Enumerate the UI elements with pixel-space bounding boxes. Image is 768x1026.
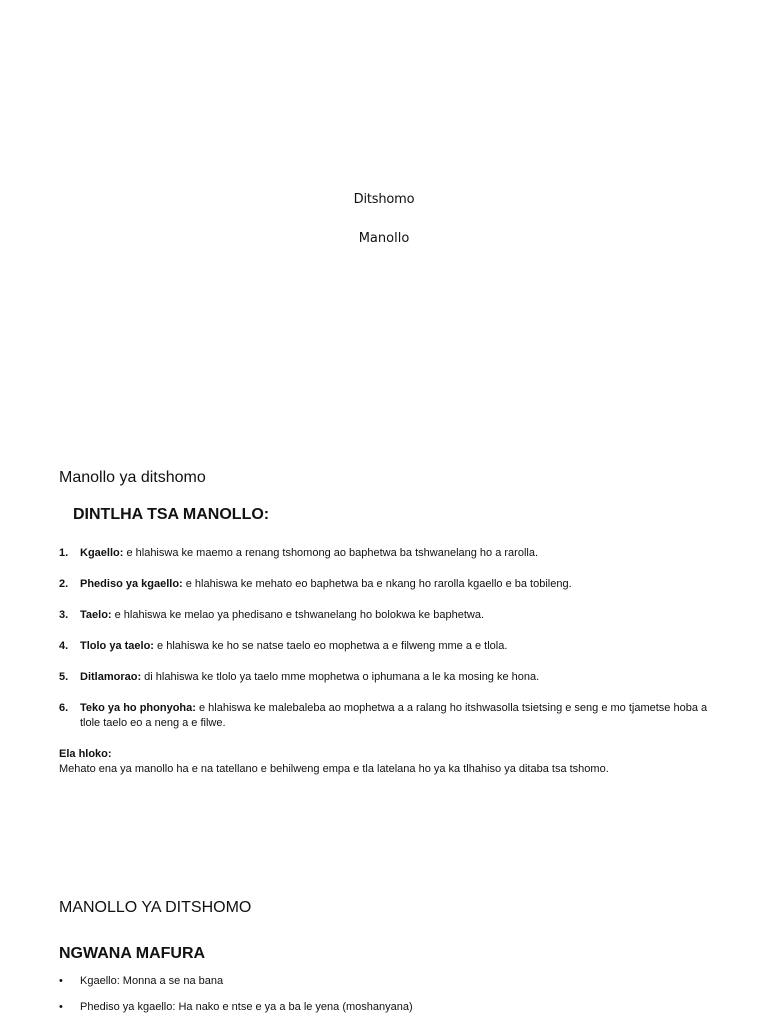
list-term: Phediso ya kgaello: bbox=[80, 578, 183, 590]
section-heading-manollo-ditshomo: MANOLLO YA DITSHOMO bbox=[59, 899, 252, 916]
list-item bbox=[59, 701, 719, 731]
page-subtitle: Manollo bbox=[358, 231, 410, 246]
section-heading-manollo: Manollo ya ditshomo bbox=[59, 469, 206, 486]
list-term: Taelo: bbox=[80, 609, 112, 621]
list-item bbox=[59, 577, 719, 592]
note-text: Mehato ena ya manollo ha e na tatellano e behilweng empa e tla latelana ho ya ka tlhahiso ya ditaba tsa tshomo. bbox=[59, 763, 609, 775]
note-label: Ela hloko: bbox=[59, 748, 112, 760]
list-number: 2. bbox=[59, 578, 69, 590]
note-block bbox=[59, 747, 719, 777]
list-text: di hlahiswa ke tlolo ya taelo mme mophetwa o iphumana a le ka mosing ke hona. bbox=[141, 671, 540, 683]
subheading-ngwana-mafura: NGWANA MAFURA bbox=[59, 945, 206, 962]
list-number: 4. bbox=[59, 640, 69, 652]
list-text: e hlahiswa ke maemo a renang tshomong ao baphetwa ba tshwanelang ho a rarolla. bbox=[123, 547, 539, 559]
list-term: Kgaello: bbox=[80, 547, 124, 559]
list-item bbox=[59, 1000, 719, 1015]
bullet-icon: • bbox=[59, 975, 63, 987]
list-number: 3. bbox=[59, 609, 69, 621]
list-text: e hlahiswa ke ho se natse taelo eo mophetwa a e filweng mme a e tlola. bbox=[153, 640, 508, 652]
list-item bbox=[59, 974, 719, 989]
bullet-icon: • bbox=[59, 1001, 63, 1013]
list-text: e hlahiswa ke malebaleba ao mophetwa a a ralang ho itshwasolla tsietsing e seng e mo tjametse hoba a tlole taelo eo a neng a e filwe. bbox=[80, 702, 708, 729]
page-title: Ditshomo bbox=[353, 192, 415, 207]
list-item bbox=[59, 546, 719, 561]
list-text: e hlahiswa ke melao ya phedisano e tshwanelang ho bolokwa ke baphetwa. bbox=[111, 609, 484, 621]
list-text: e hlahiswa ke mehato eo baphetwa ba e nkang ho rarolla kgaello e ba tobileng. bbox=[182, 578, 572, 590]
list-item bbox=[59, 639, 719, 654]
list-term: Tlolo ya taelo: bbox=[80, 640, 154, 652]
list-term: Teko ya ho phonyoha: bbox=[80, 702, 196, 714]
list-number: 1. bbox=[59, 547, 69, 559]
subheading-dintlha: DINTLHA TSA MANOLLO: bbox=[73, 506, 270, 523]
story-breakdown-list bbox=[59, 974, 719, 1026]
list-number: 6. bbox=[59, 702, 69, 714]
list-term: Ditlamorao: bbox=[80, 671, 142, 683]
list-item bbox=[59, 608, 719, 623]
list-text: Phediso ya kgaello: Ha nako e ntse e ya a ba le yena (moshanyana) bbox=[80, 1001, 413, 1013]
list-item bbox=[59, 670, 719, 685]
manollo-steps-list bbox=[59, 546, 719, 747]
list-text: Kgaello: Monna a se na bana bbox=[80, 975, 224, 987]
list-number: 5. bbox=[59, 671, 69, 683]
